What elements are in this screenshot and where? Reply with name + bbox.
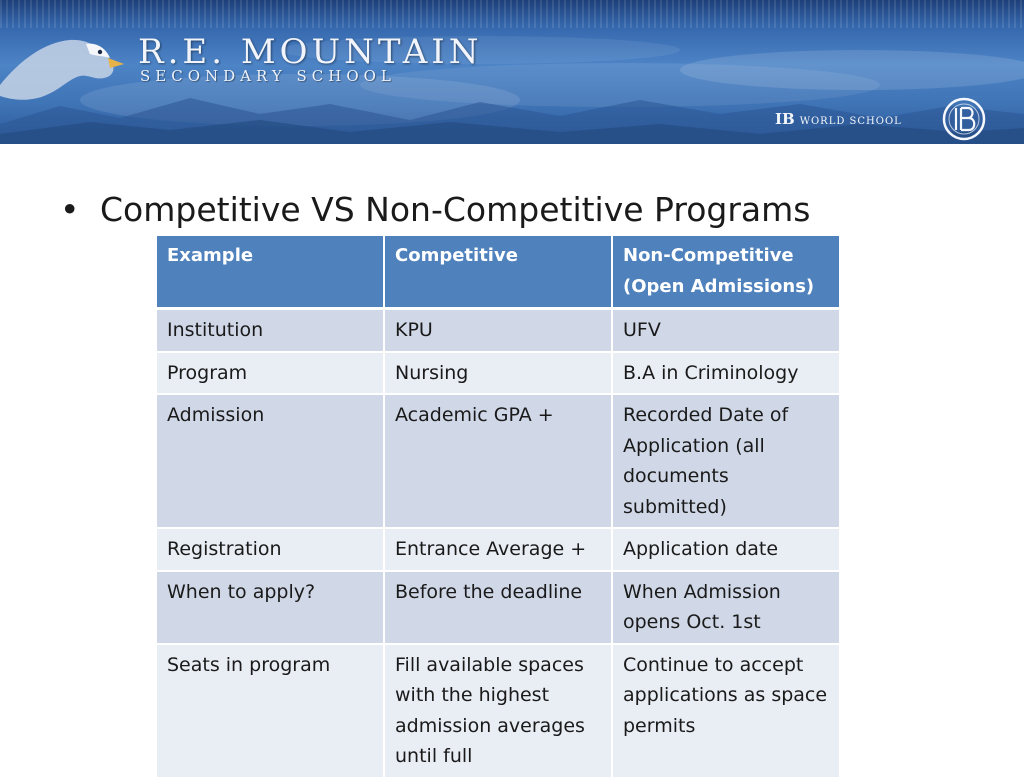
competitive-cell: Academic GPA +: [385, 395, 613, 529]
header-competitive: Competitive: [385, 236, 613, 310]
ib-world-school-text: WORLD SCHOOL: [799, 116, 902, 127]
table-row: [157, 645, 839, 779]
ib-logo-icon: [928, 96, 1000, 142]
header-example: Example: [157, 236, 385, 310]
non-competitive-cell: When Admission opens Oct. 1st: [613, 572, 839, 645]
row-label-cell: Institution: [157, 310, 385, 353]
slide-heading-text: Competitive VS Non-Competitive Programs: [100, 190, 811, 229]
header-non-competitive: Non-Competitive (Open Admissions): [613, 236, 839, 310]
non-competitive-cell: UFV: [613, 310, 839, 353]
table-row: [157, 310, 839, 353]
comparison-table: [157, 236, 839, 779]
bullet-icon: •: [60, 190, 80, 229]
table-header-row: [157, 236, 839, 310]
non-competitive-cell: Continue to accept applications as space permits: [613, 645, 839, 779]
row-label-cell: When to apply?: [157, 572, 385, 645]
table-row: [157, 353, 839, 396]
row-label-cell: Program: [157, 353, 385, 396]
school-subtitle: SECONDARY SCHOOL: [140, 67, 396, 85]
non-competitive-cell: Application date: [613, 529, 839, 572]
competitive-cell: Entrance Average +: [385, 529, 613, 572]
school-name: R.E. MOUNTAIN: [138, 32, 483, 72]
competitive-cell: Before the deadline: [385, 572, 613, 645]
school-banner: [0, 0, 1024, 144]
table-row: [157, 572, 839, 645]
competitive-cell: Fill available spaces with the highest admission averages until full: [385, 645, 613, 779]
ib-world-school-label: [775, 110, 902, 128]
row-label-cell: Seats in program: [157, 645, 385, 779]
competitive-cell: KPU: [385, 310, 613, 353]
table-row: [157, 529, 839, 572]
slide-heading: [60, 190, 810, 229]
row-label-cell: Registration: [157, 529, 385, 572]
eagle-image: [0, 30, 130, 110]
ib-mark: IB: [775, 110, 795, 128]
table-row: [157, 395, 839, 529]
non-competitive-cell: Recorded Date of Application (all documents submitted): [613, 395, 839, 529]
row-label-cell: Admission: [157, 395, 385, 529]
competitive-cell: Nursing: [385, 353, 613, 396]
non-competitive-cell: B.A in Criminology: [613, 353, 839, 396]
